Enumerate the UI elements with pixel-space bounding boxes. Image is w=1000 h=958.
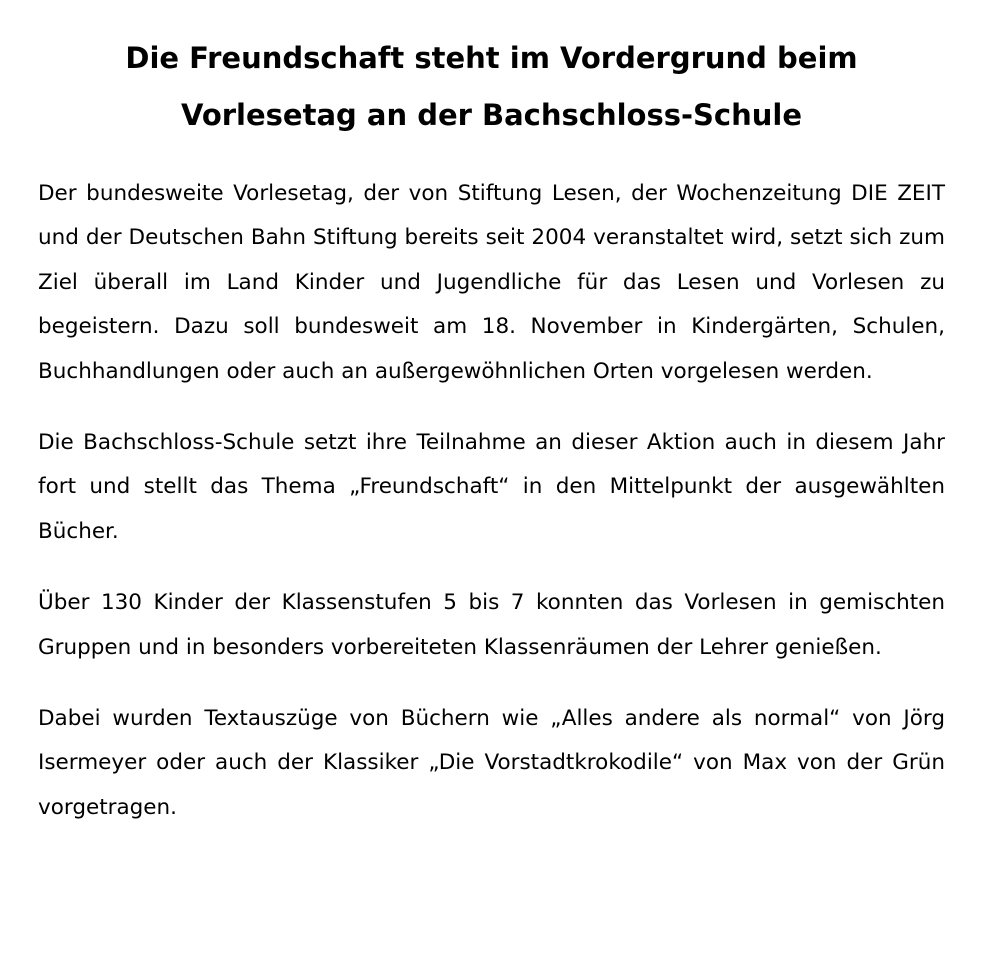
paragraph-children-count: Über 130 Kinder der Klassenstufen 5 bis 7 konnten das Vorlesen in gemischten Gruppen und in besonders vorbereiteten Klassenräumen der Lehrer genießen.: [38, 590, 945, 660]
title-line-1: Die Freundschaft steht im Vordergrund beim: [125, 41, 858, 75]
document-title: [38, 30, 945, 144]
paragraph-school-participation: Die Bachschloss-Schule setzt ihre Teilnahme an dieser Aktion auch in diesem Jahr fort und stellt das Thema „Freundschaft“ in den Mittelpunkt der ausgewählten Bücher.: [38, 430, 945, 544]
article-body: [38, 172, 945, 830]
paragraph-books-read: Dabei wurden Textauszüge von Büchern wie „Alles andere als normal“ von Jörg Isermeyer oder auch der Klassiker „Die Vorstadtkrokodile“ von Max von der Grün vorgetragen.: [38, 706, 945, 820]
paragraph-vorlesetag-intro: Der bundesweite Vorlesetag, der von Stiftung Lesen, der Wochenzeitung DIE ZEIT und der Deutschen Bahn Stiftung bereits seit 2004 veranstaltet wird, setzt sich zum Ziel überall im Land Kinder und Jugendliche für das Lesen und Vorlesen zu begeistern. Dazu soll bundesweit am 18. November in Kindergärten, Schulen, Buchhandlungen oder auch an außergewöhnlichen Orten vorgelesen werden.: [38, 181, 945, 384]
title-line-2: Vorlesetag an der Bachschloss-Schule: [180, 98, 803, 132]
